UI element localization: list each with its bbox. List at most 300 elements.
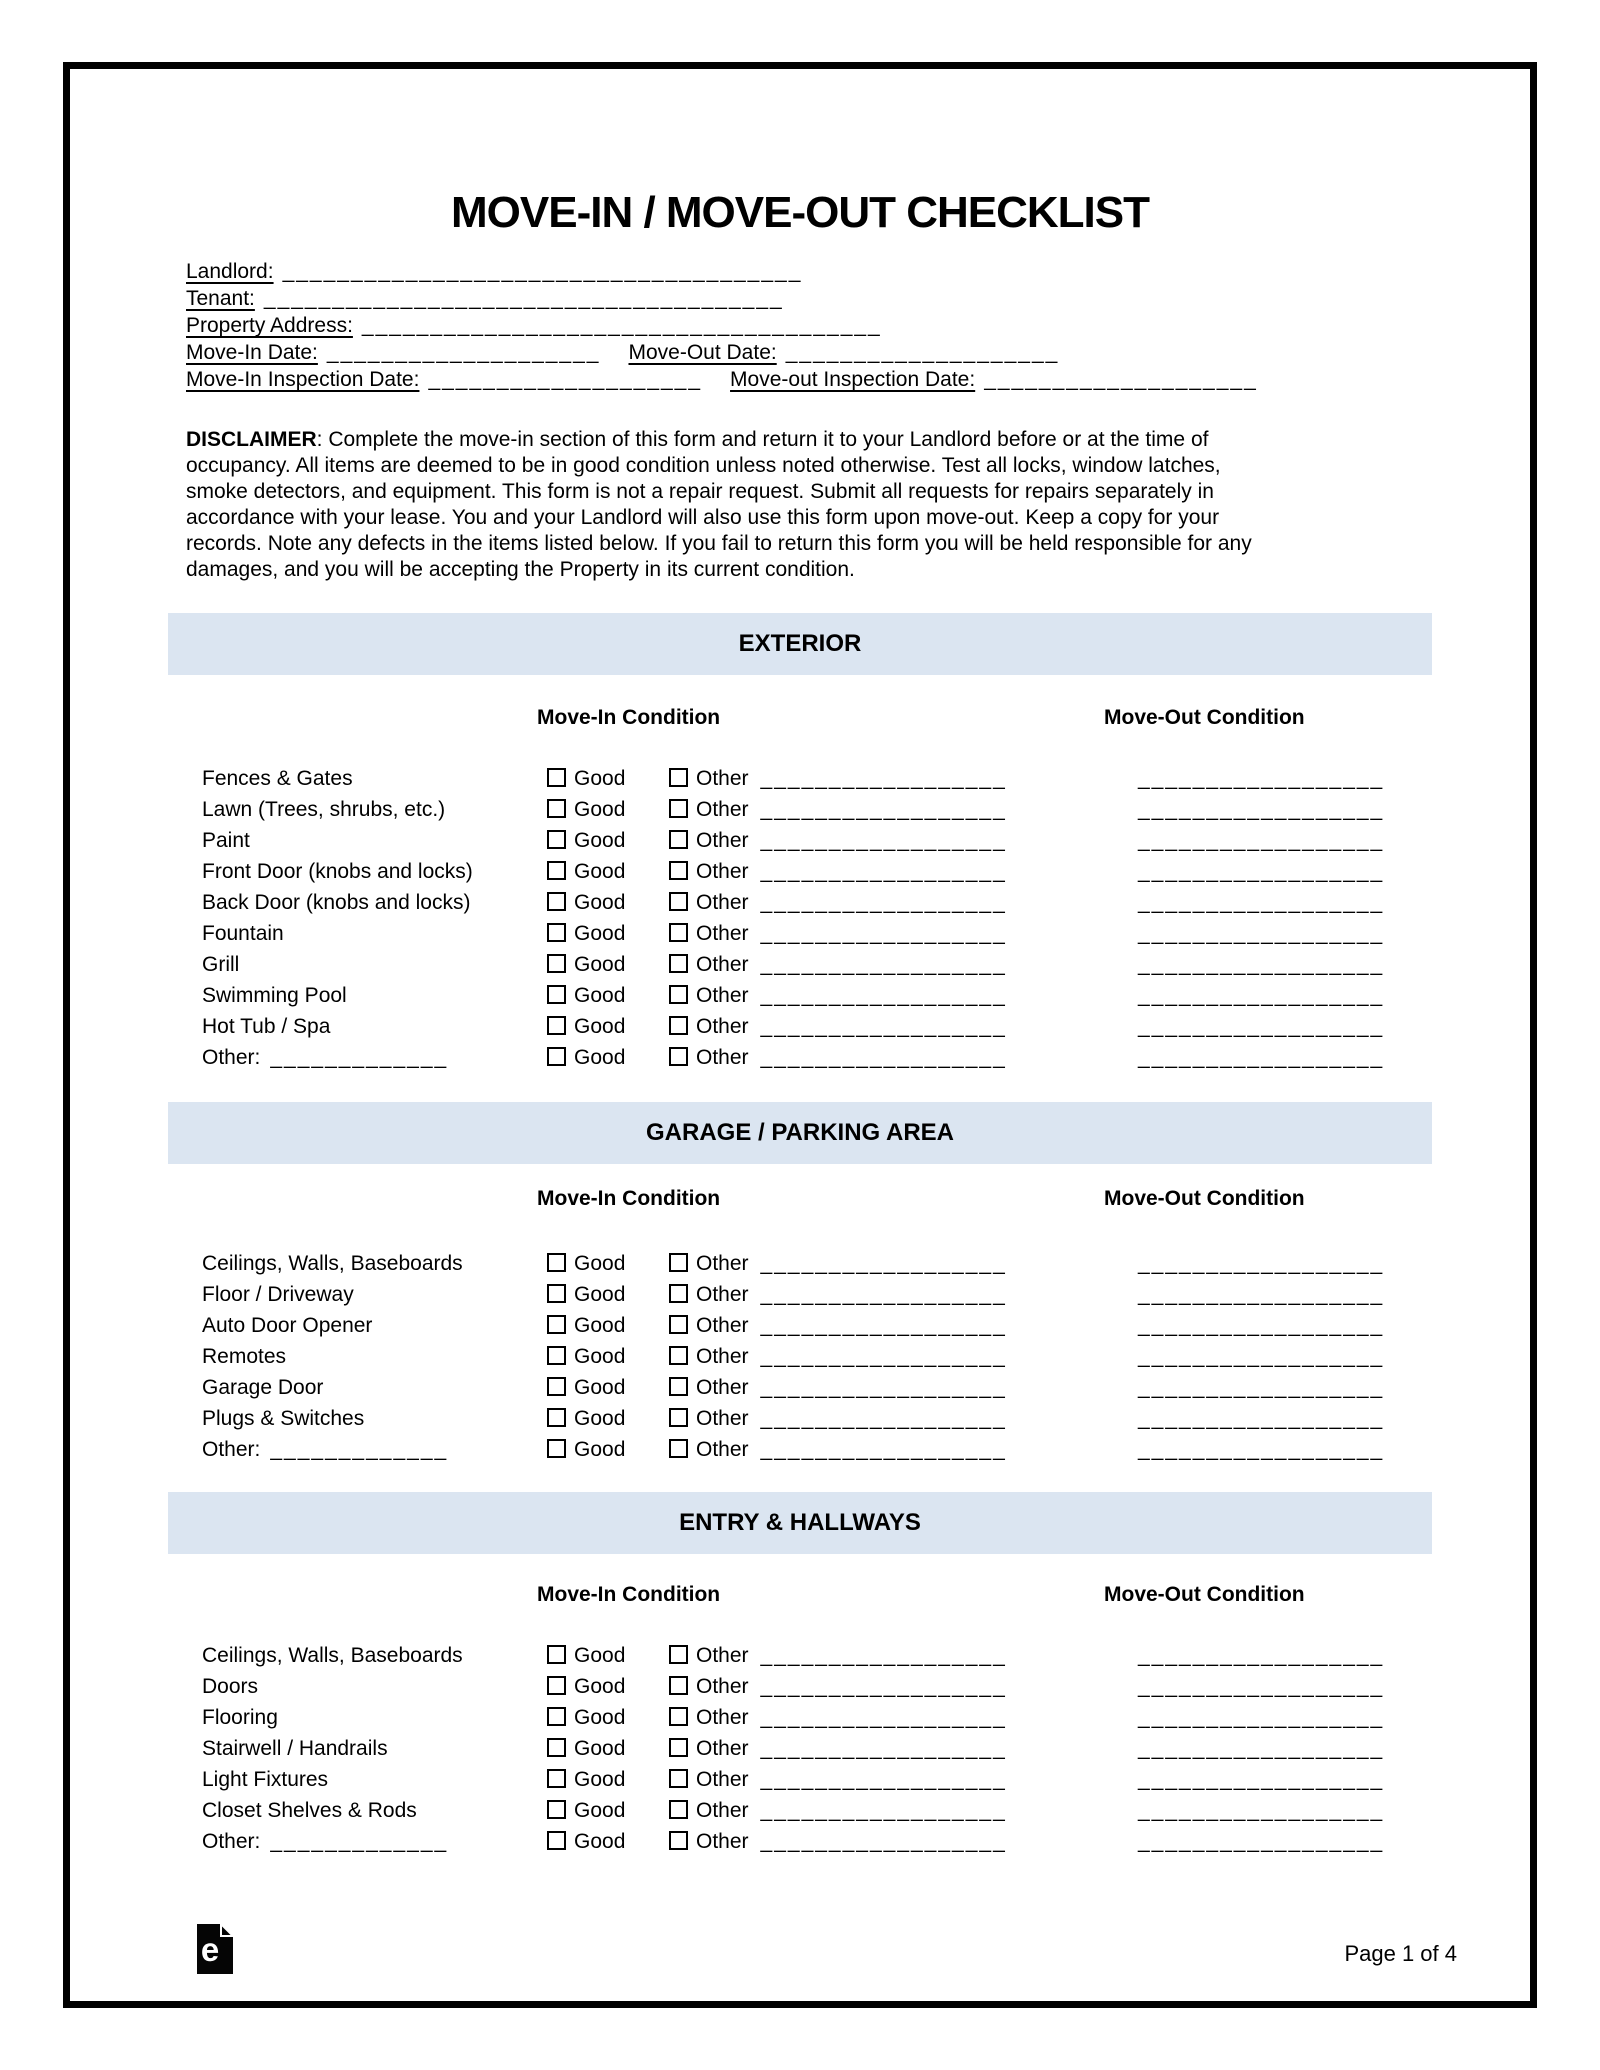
item-label bbox=[202, 1733, 388, 1764]
move-out-condition-header: Move-Out Condition bbox=[1104, 1187, 1305, 1210]
good-checkbox[interactable] bbox=[547, 1284, 566, 1303]
good-checkbox[interactable] bbox=[547, 1831, 566, 1850]
item-label-text: Other: bbox=[202, 1438, 261, 1461]
other-label: Other bbox=[696, 860, 749, 883]
move-out-condition-blank[interactable]: __________________ bbox=[1138, 1644, 1385, 1667]
good-label: Good bbox=[574, 1407, 626, 1430]
move-out-condition-blank[interactable]: __________________ bbox=[1138, 1407, 1385, 1430]
move-in-good-option bbox=[547, 1764, 625, 1795]
item-label bbox=[202, 1011, 330, 1042]
section-banner: GARAGE / PARKING AREA bbox=[168, 1102, 1432, 1164]
other-label: Other bbox=[696, 1015, 749, 1038]
move-in-other-option bbox=[669, 980, 1007, 1011]
move-in-other-option bbox=[669, 1434, 1007, 1465]
field-blank[interactable]: ______________________________________ bbox=[361, 314, 882, 337]
good-checkbox[interactable] bbox=[547, 1016, 566, 1035]
move-in-other-option bbox=[669, 1795, 1007, 1826]
disclaimer-line: smoke detectors, and equipment. This form is not a repair request. Submit all requests for repairs separately in bbox=[186, 480, 1214, 503]
other-checkbox[interactable] bbox=[669, 1738, 688, 1757]
move-in-condition-header: Move-In Condition bbox=[537, 706, 721, 729]
good-checkbox[interactable] bbox=[547, 1253, 566, 1272]
move-out-condition-header: Move-Out Condition bbox=[1104, 1583, 1305, 1606]
good-label: Good bbox=[574, 1252, 626, 1275]
other-label: Other bbox=[696, 1675, 749, 1698]
good-label: Good bbox=[574, 829, 626, 852]
move-in-good-option bbox=[547, 1011, 625, 1042]
other-label: Other bbox=[696, 1046, 749, 1069]
move-in-good-option bbox=[547, 1434, 625, 1465]
item-label-text: Stairwell / Handrails bbox=[202, 1737, 388, 1760]
field-blank[interactable]: ____________________ bbox=[326, 341, 601, 364]
item-label bbox=[202, 1279, 354, 1310]
checklist-row bbox=[202, 918, 1442, 949]
other-item-blank[interactable]: _____________ bbox=[270, 1830, 449, 1853]
item-label-text: Paint bbox=[202, 829, 250, 852]
item-label-text: Hot Tub / Spa bbox=[202, 1015, 331, 1038]
move-in-good-option bbox=[547, 1826, 625, 1857]
field-label: Move-Out Date: bbox=[628, 341, 777, 364]
item-label bbox=[202, 856, 473, 887]
move-in-good-option bbox=[547, 980, 625, 1011]
good-checkbox[interactable] bbox=[547, 830, 566, 849]
good-label: Good bbox=[574, 984, 626, 1007]
other-condition-blank[interactable]: __________________ bbox=[760, 1252, 1007, 1275]
item-label-text: Remotes bbox=[202, 1345, 287, 1368]
other-checkbox[interactable] bbox=[669, 1769, 688, 1788]
other-condition-blank[interactable]: __________________ bbox=[760, 1737, 1007, 1760]
other-condition-blank[interactable]: __________________ bbox=[760, 1345, 1007, 1368]
good-label: Good bbox=[574, 1799, 626, 1822]
good-checkbox[interactable] bbox=[547, 1439, 566, 1458]
field-label: Move-In Inspection Date: bbox=[186, 368, 420, 391]
other-checkbox[interactable] bbox=[669, 954, 688, 973]
item-label bbox=[202, 763, 353, 794]
move-out-condition-blank[interactable]: __________________ bbox=[1138, 1675, 1385, 1698]
move-in-other-option bbox=[669, 1372, 1007, 1403]
other-label: Other bbox=[696, 1799, 749, 1822]
eforms-logo-icon bbox=[197, 1924, 233, 1974]
move-in-good-option bbox=[547, 1403, 625, 1434]
item-label bbox=[202, 1372, 323, 1403]
good-label: Good bbox=[574, 953, 626, 976]
move-out-condition-blank[interactable]: __________________ bbox=[1138, 1706, 1385, 1729]
checklist-row bbox=[202, 1671, 1442, 1702]
item-label-text: Lawn (Trees, shrubs, etc.) bbox=[202, 798, 446, 821]
move-in-good-option bbox=[547, 1279, 625, 1310]
disclaimer-line bbox=[186, 427, 1486, 453]
item-label bbox=[202, 887, 470, 918]
move-in-good-option bbox=[547, 1042, 625, 1073]
field-label: Move-out Inspection Date: bbox=[730, 368, 976, 391]
item-label bbox=[202, 1248, 463, 1279]
good-checkbox[interactable] bbox=[547, 1315, 566, 1334]
item-label-text: Doors bbox=[202, 1675, 259, 1698]
move-in-good-option bbox=[547, 1702, 625, 1733]
move-out-condition-blank[interactable]: __________________ bbox=[1138, 1438, 1385, 1461]
other-condition-blank[interactable]: __________________ bbox=[760, 1799, 1007, 1822]
checklist-row bbox=[202, 1341, 1442, 1372]
good-label: Good bbox=[574, 922, 626, 945]
move-out-condition-blank[interactable]: __________________ bbox=[1138, 1015, 1385, 1038]
other-checkbox[interactable] bbox=[669, 1408, 688, 1427]
move-out-condition-blank[interactable]: __________________ bbox=[1138, 1376, 1385, 1399]
item-label bbox=[202, 1434, 448, 1465]
other-item-blank[interactable]: _____________ bbox=[270, 1046, 449, 1069]
good-label: Good bbox=[574, 1830, 626, 1853]
item-label bbox=[202, 825, 250, 856]
form-field bbox=[186, 341, 600, 364]
item-label-text: Fences & Gates bbox=[202, 767, 353, 790]
item-label-text: Floor / Driveway bbox=[202, 1283, 354, 1306]
form-field-line bbox=[186, 366, 1286, 393]
other-condition-blank[interactable]: __________________ bbox=[760, 984, 1007, 1007]
disclaimer-paragraph bbox=[186, 427, 1486, 583]
other-label: Other bbox=[696, 1768, 749, 1791]
good-checkbox[interactable] bbox=[547, 892, 566, 911]
checklist-row bbox=[202, 856, 1442, 887]
move-in-other-option bbox=[669, 856, 1007, 887]
good-label: Good bbox=[574, 1438, 626, 1461]
other-checkbox[interactable] bbox=[669, 1707, 688, 1726]
move-out-condition-blank[interactable]: __________________ bbox=[1138, 953, 1385, 976]
other-checkbox[interactable] bbox=[669, 1284, 688, 1303]
item-label bbox=[202, 1341, 286, 1372]
move-out-condition-blank[interactable]: __________________ bbox=[1138, 767, 1385, 790]
move-in-other-option bbox=[669, 794, 1007, 825]
other-label: Other bbox=[696, 1737, 749, 1760]
move-in-other-option bbox=[669, 1341, 1007, 1372]
move-in-other-option bbox=[669, 918, 1007, 949]
good-label: Good bbox=[574, 1644, 626, 1667]
other-condition-blank[interactable]: __________________ bbox=[760, 1768, 1007, 1791]
move-out-condition-blank[interactable]: __________________ bbox=[1138, 1768, 1385, 1791]
good-label: Good bbox=[574, 1737, 626, 1760]
item-label-text: Front Door (knobs and locks) bbox=[202, 860, 473, 883]
other-condition-blank[interactable]: __________________ bbox=[760, 1830, 1007, 1853]
other-label: Other bbox=[696, 1345, 749, 1368]
other-checkbox[interactable] bbox=[669, 892, 688, 911]
move-out-condition-blank[interactable]: __________________ bbox=[1138, 1314, 1385, 1337]
move-out-condition-header: Move-Out Condition bbox=[1104, 706, 1305, 729]
good-checkbox[interactable] bbox=[547, 861, 566, 880]
move-in-condition-header: Move-In Condition bbox=[537, 1583, 721, 1606]
field-blank[interactable]: ____________________ bbox=[428, 368, 703, 391]
checklist-row bbox=[202, 1042, 1442, 1073]
move-in-other-option bbox=[669, 1733, 1007, 1764]
other-condition-blank[interactable]: __________________ bbox=[760, 1046, 1007, 1069]
move-in-other-option bbox=[669, 1764, 1007, 1795]
move-in-good-option bbox=[547, 1795, 625, 1826]
good-label: Good bbox=[574, 1345, 626, 1368]
checklist-row bbox=[202, 1795, 1442, 1826]
other-condition-blank[interactable]: __________________ bbox=[760, 1438, 1007, 1461]
other-checkbox[interactable] bbox=[669, 1315, 688, 1334]
other-label: Other bbox=[696, 767, 749, 790]
other-condition-blank[interactable]: __________________ bbox=[760, 860, 1007, 883]
good-label: Good bbox=[574, 1768, 626, 1791]
item-label-text: Light Fixtures bbox=[202, 1768, 329, 1791]
other-label: Other bbox=[696, 1407, 749, 1430]
form-field-line bbox=[186, 258, 830, 285]
good-checkbox[interactable] bbox=[547, 1047, 566, 1066]
other-label: Other bbox=[696, 891, 749, 914]
field-label: Landlord: bbox=[186, 260, 274, 283]
item-label bbox=[202, 980, 347, 1011]
good-checkbox[interactable] bbox=[547, 985, 566, 1004]
checklist-row bbox=[202, 825, 1442, 856]
move-out-condition-blank[interactable]: __________________ bbox=[1138, 1252, 1385, 1275]
move-in-other-option bbox=[669, 1403, 1007, 1434]
other-label: Other bbox=[696, 1314, 749, 1337]
other-checkbox[interactable] bbox=[669, 1253, 688, 1272]
item-label-text: Other: bbox=[202, 1046, 261, 1069]
other-condition-blank[interactable]: __________________ bbox=[760, 1283, 1007, 1306]
checklist-row bbox=[202, 949, 1442, 980]
section-banner: ENTRY & HALLWAYS bbox=[168, 1492, 1432, 1554]
field-label: Tenant: bbox=[186, 287, 255, 310]
disclaimer-label: DISCLAIMER bbox=[186, 428, 317, 451]
other-condition-blank[interactable]: __________________ bbox=[760, 829, 1007, 852]
item-label-text: Flooring bbox=[202, 1706, 278, 1729]
field-label: Move-In Date: bbox=[186, 341, 318, 364]
good-label: Good bbox=[574, 798, 626, 821]
other-condition-blank[interactable]: __________________ bbox=[760, 1376, 1007, 1399]
good-checkbox[interactable] bbox=[547, 1800, 566, 1819]
other-checkbox[interactable] bbox=[669, 923, 688, 942]
page-number: Page 1 of 4 bbox=[1344, 1941, 1457, 1966]
other-checkbox[interactable] bbox=[669, 1800, 688, 1819]
disclaimer-line: damages, and you will be accepting the Property in its current condition. bbox=[186, 558, 855, 581]
other-item-blank[interactable]: _____________ bbox=[270, 1438, 449, 1461]
field-label: Property Address: bbox=[186, 314, 353, 337]
move-in-good-option bbox=[547, 825, 625, 856]
move-out-condition-blank[interactable]: __________________ bbox=[1138, 984, 1385, 1007]
move-in-good-option bbox=[547, 1372, 625, 1403]
move-in-good-option bbox=[547, 1640, 625, 1671]
form-field bbox=[730, 368, 1258, 391]
other-checkbox[interactable] bbox=[669, 768, 688, 787]
other-condition-blank[interactable]: __________________ bbox=[760, 1675, 1007, 1698]
checklist-row bbox=[202, 1826, 1442, 1857]
checklist-row bbox=[202, 1310, 1442, 1341]
move-in-other-option bbox=[669, 763, 1007, 794]
item-label-text: Ceilings, Walls, Baseboards bbox=[202, 1644, 463, 1667]
move-in-other-option bbox=[669, 1826, 1007, 1857]
move-out-condition-blank[interactable]: __________________ bbox=[1138, 1046, 1385, 1069]
move-in-other-option bbox=[669, 1042, 1007, 1073]
item-label bbox=[202, 1403, 364, 1434]
move-in-other-option bbox=[669, 1671, 1007, 1702]
other-checkbox[interactable] bbox=[669, 1346, 688, 1365]
disclaimer-line: accordance with your lease. You and your Landlord will also use this form upon move-out. Keep a copy for your bbox=[186, 506, 1220, 529]
move-in-other-option bbox=[669, 1248, 1007, 1279]
item-label-text: Auto Door Opener bbox=[202, 1314, 373, 1337]
good-checkbox[interactable] bbox=[547, 1707, 566, 1726]
other-checkbox[interactable] bbox=[669, 1016, 688, 1035]
item-label-text: Fountain bbox=[202, 922, 284, 945]
move-in-good-option bbox=[547, 856, 625, 887]
good-checkbox[interactable] bbox=[547, 954, 566, 973]
other-checkbox[interactable] bbox=[669, 830, 688, 849]
checklist-row bbox=[202, 1434, 1442, 1465]
other-label: Other bbox=[696, 1706, 749, 1729]
other-checkbox[interactable] bbox=[669, 861, 688, 880]
item-label bbox=[202, 1310, 372, 1341]
good-checkbox[interactable] bbox=[547, 768, 566, 787]
field-blank[interactable]: ______________________________________ bbox=[282, 260, 803, 283]
page-title: MOVE-IN / MOVE-OUT CHECKLIST bbox=[451, 188, 1149, 237]
good-checkbox[interactable] bbox=[547, 1738, 566, 1757]
move-out-condition-blank[interactable]: __________________ bbox=[1138, 1799, 1385, 1822]
good-checkbox[interactable] bbox=[547, 1346, 566, 1365]
good-checkbox[interactable] bbox=[547, 1676, 566, 1695]
form-field bbox=[186, 314, 882, 337]
move-out-condition-blank[interactable]: __________________ bbox=[1138, 1345, 1385, 1368]
disclaimer-line: occupancy. All items are deemed to be in good condition unless noted otherwise. Test all locks, window latches, bbox=[186, 454, 1221, 477]
item-label bbox=[202, 918, 284, 949]
checklist-row bbox=[202, 1248, 1442, 1279]
other-label: Other bbox=[696, 922, 749, 945]
other-label: Other bbox=[696, 829, 749, 852]
good-checkbox[interactable] bbox=[547, 1377, 566, 1396]
other-condition-blank[interactable]: __________________ bbox=[760, 1644, 1007, 1667]
move-in-other-option bbox=[669, 1310, 1007, 1341]
other-checkbox[interactable] bbox=[669, 1047, 688, 1066]
other-checkbox[interactable] bbox=[669, 985, 688, 1004]
field-blank[interactable]: ______________________________________ bbox=[263, 287, 784, 310]
other-checkbox[interactable] bbox=[669, 1377, 688, 1396]
move-in-condition-header: Move-In Condition bbox=[537, 1187, 721, 1210]
logo-letter: e bbox=[200, 1931, 220, 1968]
item-label bbox=[202, 1795, 417, 1826]
move-in-other-option bbox=[669, 825, 1007, 856]
item-label bbox=[202, 1764, 328, 1795]
move-in-good-option bbox=[547, 794, 625, 825]
move-out-condition-blank[interactable]: __________________ bbox=[1138, 829, 1385, 852]
item-label-text: Back Door (knobs and locks) bbox=[202, 891, 471, 914]
other-condition-blank[interactable]: __________________ bbox=[760, 1407, 1007, 1430]
item-label-text: Ceilings, Walls, Baseboards bbox=[202, 1252, 463, 1275]
move-out-condition-blank[interactable]: __________________ bbox=[1138, 1737, 1385, 1760]
good-label: Good bbox=[574, 1706, 626, 1729]
good-label: Good bbox=[574, 1015, 626, 1038]
move-in-good-option bbox=[547, 1248, 625, 1279]
good-label: Good bbox=[574, 1283, 626, 1306]
move-in-other-option bbox=[669, 887, 1007, 918]
other-label: Other bbox=[696, 1830, 749, 1853]
item-label bbox=[202, 1671, 258, 1702]
form-field-line bbox=[186, 312, 910, 339]
other-condition-blank[interactable]: __________________ bbox=[760, 891, 1007, 914]
other-checkbox[interactable] bbox=[669, 1645, 688, 1664]
other-checkbox[interactable] bbox=[669, 1439, 688, 1458]
other-label: Other bbox=[696, 984, 749, 1007]
good-checkbox[interactable] bbox=[547, 1769, 566, 1788]
item-label-text: Swimming Pool bbox=[202, 984, 347, 1007]
other-label: Other bbox=[696, 1252, 749, 1275]
checklist-row bbox=[202, 980, 1442, 1011]
other-condition-blank[interactable]: __________________ bbox=[760, 767, 1007, 790]
checklist-row bbox=[202, 1702, 1442, 1733]
checklist-row bbox=[202, 1764, 1442, 1795]
good-label: Good bbox=[574, 1376, 626, 1399]
item-label bbox=[202, 1640, 463, 1671]
move-in-other-option bbox=[669, 1640, 1007, 1671]
checklist-row bbox=[202, 1733, 1442, 1764]
checklist-row bbox=[202, 887, 1442, 918]
move-in-other-option bbox=[669, 1011, 1007, 1042]
form-field-line bbox=[186, 339, 1087, 366]
item-label-text: Grill bbox=[202, 953, 240, 976]
checklist-row bbox=[202, 1640, 1442, 1671]
item-label bbox=[202, 794, 445, 825]
move-in-other-option bbox=[669, 949, 1007, 980]
other-label: Other bbox=[696, 798, 749, 821]
item-label bbox=[202, 1826, 448, 1857]
move-in-good-option bbox=[547, 763, 625, 794]
checklist-row bbox=[202, 1279, 1442, 1310]
checklist-row bbox=[202, 794, 1442, 825]
field-blank[interactable]: ____________________ bbox=[984, 368, 1258, 391]
other-checkbox[interactable] bbox=[669, 1676, 688, 1695]
other-condition-blank[interactable]: __________________ bbox=[760, 953, 1007, 976]
good-label: Good bbox=[574, 1046, 626, 1069]
move-in-other-option bbox=[669, 1702, 1007, 1733]
form-field bbox=[628, 341, 1059, 364]
disclaimer-text: : Complete the move-in section of this form and return it to your Landlord before or at the time of bbox=[316, 428, 1209, 451]
other-condition-blank[interactable]: __________________ bbox=[760, 922, 1007, 945]
move-out-condition-blank[interactable]: __________________ bbox=[1138, 798, 1385, 821]
item-label bbox=[202, 1702, 278, 1733]
good-label: Good bbox=[574, 767, 626, 790]
checklist-row bbox=[202, 1372, 1442, 1403]
checklist-row bbox=[202, 763, 1442, 794]
other-condition-blank[interactable]: __________________ bbox=[760, 798, 1007, 821]
move-out-condition-blank[interactable]: __________________ bbox=[1138, 891, 1385, 914]
form-field bbox=[186, 260, 802, 283]
other-label: Other bbox=[696, 1376, 749, 1399]
item-label bbox=[202, 949, 239, 980]
move-out-condition-blank[interactable]: __________________ bbox=[1138, 1830, 1385, 1853]
move-in-other-option bbox=[669, 1279, 1007, 1310]
move-out-condition-blank[interactable]: __________________ bbox=[1138, 922, 1385, 945]
form-field bbox=[186, 368, 702, 391]
other-condition-blank[interactable]: __________________ bbox=[760, 1706, 1007, 1729]
move-in-good-option bbox=[547, 1341, 625, 1372]
other-condition-blank[interactable]: __________________ bbox=[760, 1015, 1007, 1038]
other-checkbox[interactable] bbox=[669, 799, 688, 818]
move-out-condition-blank[interactable]: __________________ bbox=[1138, 1283, 1385, 1306]
good-checkbox[interactable] bbox=[547, 1408, 566, 1427]
good-checkbox[interactable] bbox=[547, 923, 566, 942]
good-label: Good bbox=[574, 860, 626, 883]
move-in-good-option bbox=[547, 949, 625, 980]
good-label: Good bbox=[574, 1675, 626, 1698]
move-in-good-option bbox=[547, 1733, 625, 1764]
other-checkbox[interactable] bbox=[669, 1831, 688, 1850]
other-condition-blank[interactable]: __________________ bbox=[760, 1314, 1007, 1337]
other-label: Other bbox=[696, 1438, 749, 1461]
move-in-good-option bbox=[547, 1310, 625, 1341]
other-label: Other bbox=[696, 953, 749, 976]
checklist-row bbox=[202, 1403, 1442, 1434]
move-in-good-option bbox=[547, 918, 625, 949]
good-checkbox[interactable] bbox=[547, 1645, 566, 1664]
other-label: Other bbox=[696, 1644, 749, 1667]
move-out-condition-blank[interactable]: __________________ bbox=[1138, 860, 1385, 883]
field-blank[interactable]: ____________________ bbox=[785, 341, 1060, 364]
good-checkbox[interactable] bbox=[547, 799, 566, 818]
